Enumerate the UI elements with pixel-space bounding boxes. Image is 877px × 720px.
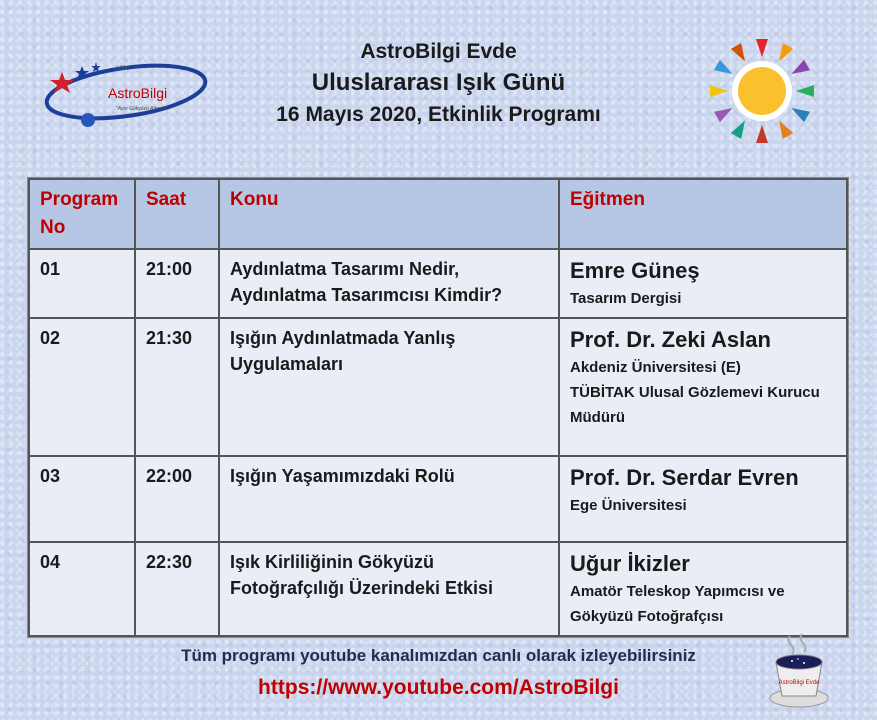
cell-egitmen: [559, 456, 847, 542]
col-header-konu: Konu: [219, 179, 559, 249]
cell-no: 02: [29, 318, 135, 456]
program-table: [28, 178, 848, 637]
cell-no: 03: [29, 456, 135, 542]
table-row: [29, 318, 847, 456]
svg-text:2006: 2006: [116, 66, 130, 72]
youtube-link[interactable]: https://www.youtube.com/AstroBilgi: [258, 676, 619, 699]
instructor-affiliation: Tasarım Dergisi: [570, 290, 682, 307]
cell-egitmen: [559, 542, 847, 636]
footer-text: Tüm programı youtube kanalımızdan canlı olarak izleyebilirsiniz: [181, 646, 696, 665]
title-line-1: AstroBilgi Evde: [360, 40, 517, 63]
instructor-affiliation: Amatör Teleskop Yapımcısı ve Gökyüzü Fotoğrafçısı: [570, 583, 785, 625]
instructor-name: Uğur İkizler: [570, 551, 690, 576]
svg-text:AstroBilgi: AstroBilgi: [108, 85, 168, 101]
cell-saat: 21:30: [135, 318, 219, 456]
title-line-2: Uluslararası Işık Günü: [311, 69, 566, 96]
svg-text:"Aynı Gökyüzü Altında": "Aynı Gökyüzü Altında": [116, 106, 168, 112]
table-row: [29, 249, 847, 318]
cell-konu: Aydınlatma Tasarımı Nedir, Aydınlatma Tasarımcısı Kimdir?: [219, 249, 559, 318]
table-header-row: [29, 179, 847, 249]
cell-konu: Işık Kirliliğinin Gökyüzü Fotoğrafçılığı Üzerindeki Etkisi: [219, 542, 559, 636]
title-line-3: 16 Mayıs 2020, Etkinlik Programı: [276, 103, 601, 126]
cell-saat: 22:00: [135, 456, 219, 542]
instructor-affiliation: Akdeniz Üniversitesi (E) TÜBİTAK Ulusal Gözlemevi Kurucu Müdürü: [570, 359, 820, 426]
cell-saat: 22:30: [135, 542, 219, 636]
cell-konu: Işığın Aydınlatmada Yanlış Uygulamaları: [219, 318, 559, 456]
svg-text:AstroBilgi Evde: AstroBilgi Evde: [778, 680, 820, 686]
instructor-name: Prof. Dr. Zeki Aslan: [570, 327, 771, 352]
cell-konu: Işığın Yaşamımızdaki Rolü: [219, 456, 559, 542]
cell-no: 01: [29, 249, 135, 318]
astrobilgi-evde-cup-logo: [768, 632, 830, 710]
col-header-saat: Saat: [135, 179, 219, 249]
table-row: [29, 456, 847, 542]
instructor-name: Emre Güneş: [570, 258, 700, 283]
light-day-sun-logo: [705, 37, 819, 145]
cell-egitmen: [559, 318, 847, 456]
cell-saat: 21:00: [135, 249, 219, 318]
table-row: [29, 542, 847, 636]
cell-egitmen: [559, 249, 847, 318]
cell-no: 04: [29, 542, 135, 636]
instructor-affiliation: Ege Üniversitesi: [570, 497, 687, 514]
col-header-egitmen: Eğitmen: [559, 179, 847, 249]
col-header-no: Program No: [29, 179, 135, 249]
instructor-name: Prof. Dr. Serdar Evren: [570, 465, 799, 490]
